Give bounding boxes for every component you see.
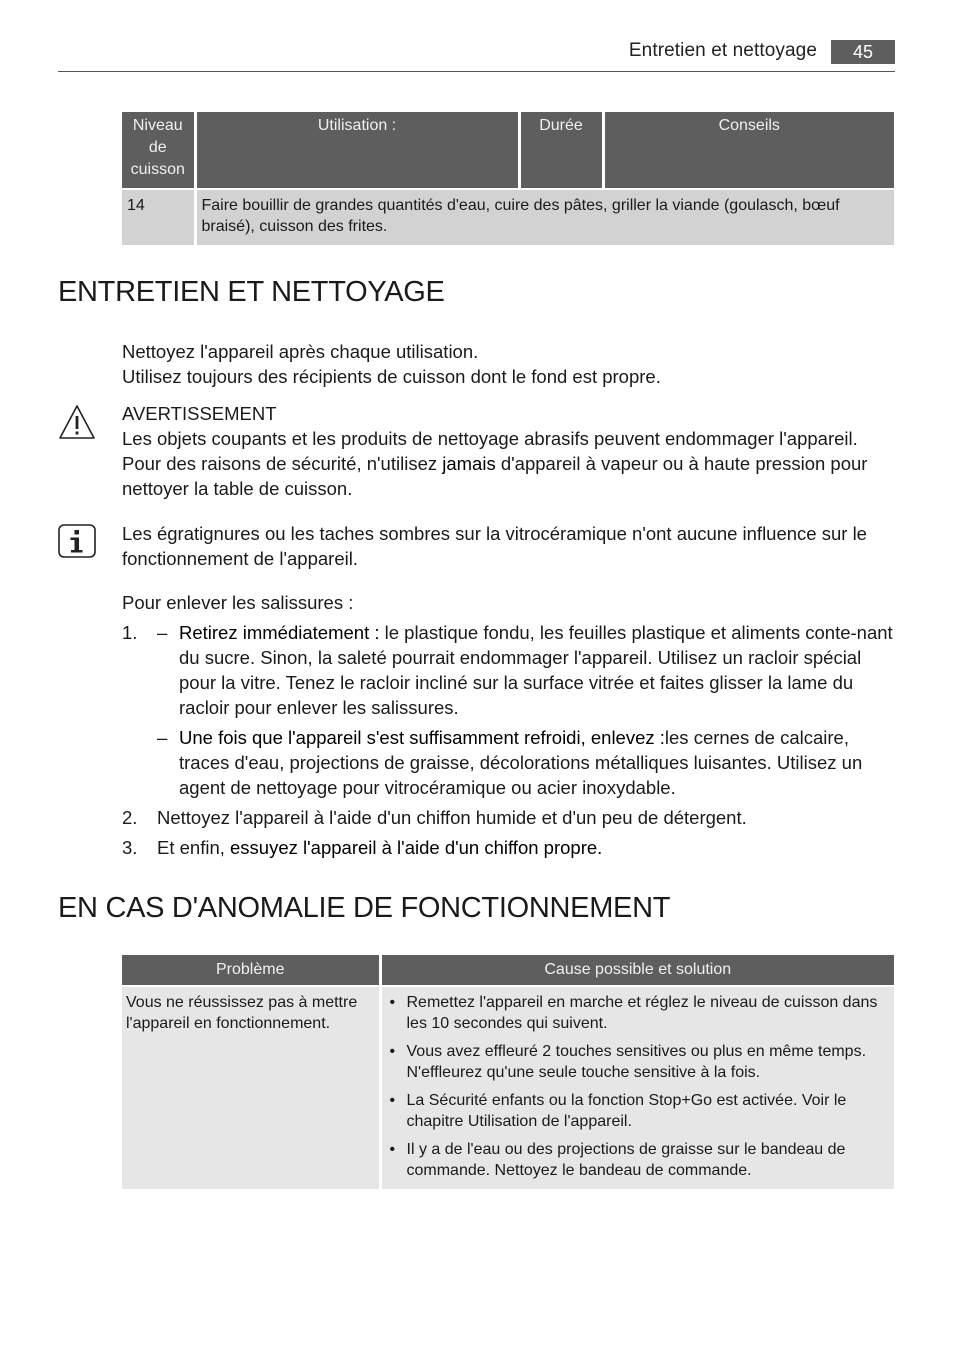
sub-item-emphasis: Une fois que l'appareil s'est suffisamment refroidi, enlevez : [179,727,665,748]
warning-text [122,426,894,501]
column-header-level: Niveau de cuisson [122,112,195,189]
section-title-troubleshooting: EN CAS D'ANOMALIE DE FONCTIONNEMENT [58,892,671,924]
column-header-tips: Conseils [603,112,894,189]
warning-block [122,401,894,501]
list-item [386,992,891,1034]
sub-item-text [179,725,894,800]
warning-text-part-2: d'appareil à vapeur ou à haute pression pour nettoyer la table de cuisson. [122,453,868,499]
step-text: Nettoyez l'appareil à l'aide d'un chiffon humide et d'un peu de détergent. [157,807,747,828]
table-row [122,986,894,1189]
level-cell: 14 [122,189,195,245]
step-number: 3. [122,837,138,858]
page-number: 45 [831,40,895,64]
bullet-icon: • [389,1141,396,1158]
section-title-cleaning: ENTRETIEN ET NETTOYAGE [58,276,445,308]
solution-text: Remettez l'appareil en marche et réglez le niveau de cuisson dans les 10 secondes qui suivent. [406,994,878,1032]
warning-text-part-1: Les objets coupants et les produits de nettoyage abrasifs peuvent endommager l'appareil. Pour des raisons de sécurité, n'utilisez [122,428,858,474]
sub-item-emphasis: Retirez immédiatement : [179,622,380,643]
bullet-icon: • [389,1043,396,1060]
header-title: Entretien et nettoyage [628,40,817,61]
step-emphasis: essuyez l'appareil à l'aide d'un chiffon propre. [230,837,603,858]
list-item [386,1090,891,1132]
column-header-problem: Problème [122,955,380,986]
dash-marker: – [157,622,168,643]
list-item [386,1139,891,1181]
problem-cell: Vous ne réussissez pas à mettre l'appareil en fonctionnement. [122,986,380,1189]
solution-text: Il y a de l'eau ou des projections de graisse sur le bandeau de commande. Nettoyez le bandeau de commande. [406,1141,846,1179]
step-text [157,835,894,860]
solution-text: Vous avez effleuré 2 touches sensitives ou plus en même temps. N'effleurez qu'une seule touche sensitive à la fois. [406,1043,867,1081]
step-number: 2. [122,807,138,828]
column-header-usage: Utilisation : [195,112,519,189]
sub-item-body: le plastique fondu, les feuilles plastique et aliments conte-nant du sucre. Sinon, la saleté pourrait endommager l'appareil. Utilisez un racloir spécial pour la vitre. Tenez le racloir incliné sur la surface vitrée et faites glisser la lame du racloir pour enlever les salissures. [179,622,893,718]
intro-line-2: Utilisez toujours des récipients de cuisson dont le fond est propre. [122,366,661,387]
info-paragraph: Les égratignures ou les taches sombres sur la vitrocéramique n'ont aucune influence sur le fonctionnement de l'appareil. [122,523,867,569]
list-item [386,1041,891,1083]
column-header-duration: Durée [519,112,603,189]
info-icon [58,524,96,558]
solution-text: La Sécurité enfants ou la fonction Stop+Go est activée. Voir le chapitre Utilisation de l'appareil. [406,1092,847,1130]
warning-triangle-icon [58,403,96,441]
step-text-part: Et enfin, [157,837,231,858]
table-header-row [122,112,894,189]
table-header-row [122,955,894,986]
warning-emphasis: jamais [442,453,496,474]
column-header-solution: Cause possible et solution [380,955,894,986]
bullet-icon: • [389,994,396,1011]
sub-item-body: les cernes de calcaire, traces d'eau, projections de graisse, décolorations métalliques luisantes. Utilisez un agent de nettoyage pour vitrocéramique ou acier inoxydable. [179,727,863,798]
usage-cell: Faire bouillir de grandes quantités d'eau, cuire des pâtes, griller la viande (goulasch, bœuf braisé), cuisson des frites. [195,189,894,245]
dash-marker: – [157,727,168,748]
intro-line-1: Nettoyez l'appareil après chaque utilisation. [122,341,479,362]
table-row [122,189,894,245]
page-header [58,38,895,72]
cooking-level-table [122,112,894,245]
warning-title: AVERTISSEMENT [122,403,277,424]
troubleshooting-table [122,955,894,1189]
sub-item-text [179,620,894,720]
intro-paragraph [122,339,894,389]
step-number: 1. [122,622,138,643]
bullet-icon: • [389,1092,396,1109]
solution-cell [380,986,894,1189]
instructions-intro: Pour enlever les salissures : [122,592,354,613]
